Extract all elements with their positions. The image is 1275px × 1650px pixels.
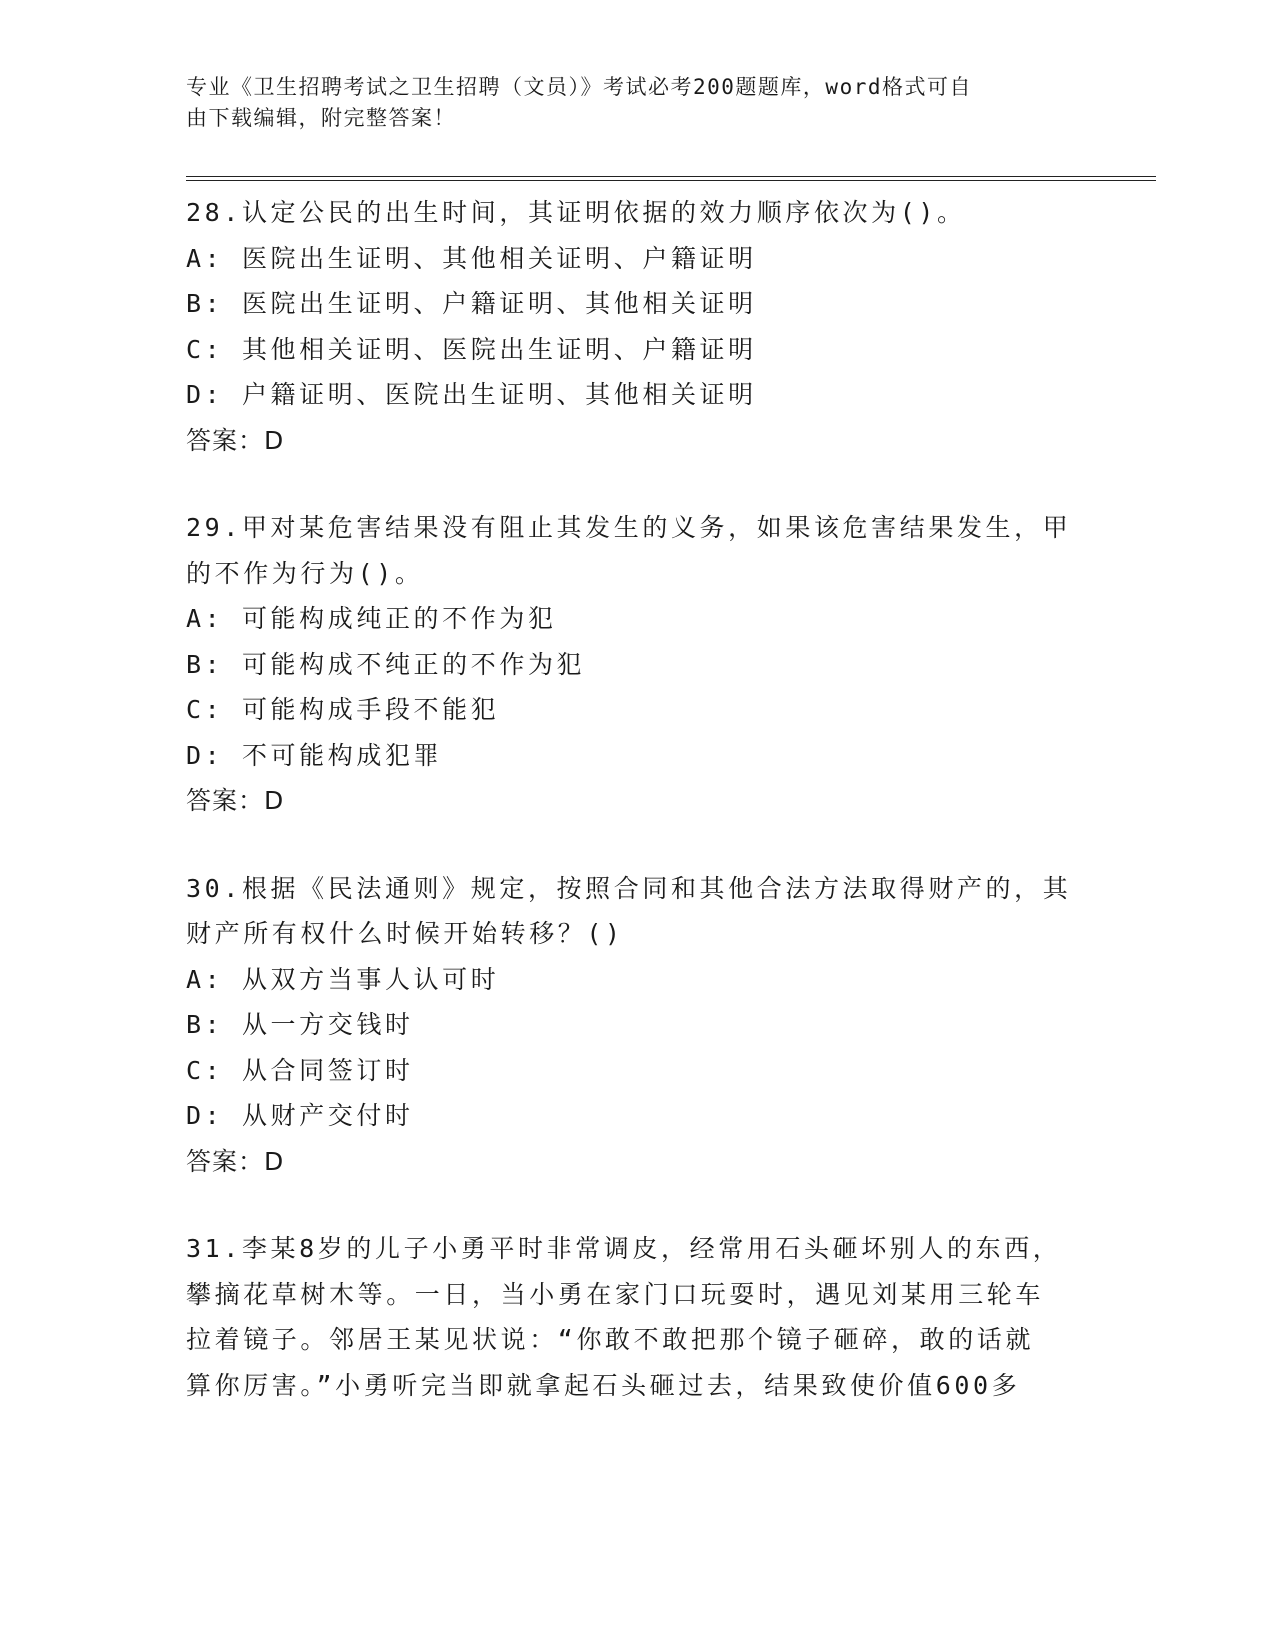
question-29 <box>186 505 1086 824</box>
header-divider <box>186 176 1156 181</box>
option-c: C: 从合同签订时 <box>186 1055 414 1085</box>
question-text: 拉着镜子。邻居王某见状说：“你敢不敢把那个镜子砸碎，敢的话就 <box>186 1325 1035 1354</box>
option-b: B: 可能构成不纯正的不作为犯 <box>186 649 586 679</box>
question-text: 29.甲对某危害结果没有阻止其发生的义务，如果该危害结果发生，甲 <box>186 513 1072 542</box>
option-a: A: 可能构成纯正的不作为犯 <box>186 604 557 633</box>
question-text: 31.李某8岁的儿子小勇平时非常调皮，经常用石头砸坏别人的东西， <box>186 1234 1062 1263</box>
question-31 <box>186 1226 1086 1408</box>
header-line-2: 由下载编辑，附完整答案！ <box>186 106 456 130</box>
option-d: D: 从财产交付时 <box>186 1101 414 1130</box>
question-list <box>186 190 1086 1450</box>
option-a: A: 医院出生证明、其他相关证明、户籍证明 <box>186 243 757 273</box>
document-header <box>186 72 1066 134</box>
question-text: 的不作为行为()。 <box>186 558 424 588</box>
answer: 答案：D <box>186 786 285 815</box>
answer: 答案：D <box>186 425 285 455</box>
question-text: 算你厉害。”小勇听完当即就拿起石头砸过去，结果致使价值600多 <box>186 1370 1021 1400</box>
question-text: 30.根据《民法通则》规定，按照合同和其他合法方法取得财产的，其 <box>186 873 1072 903</box>
option-d: D: 户籍证明、医院出生证明、其他相关证明 <box>186 380 757 409</box>
option-b: B: 医院出生证明、户籍证明、其他相关证明 <box>186 289 757 318</box>
answer: 答案：D <box>186 1146 285 1176</box>
header-line-1: 专业《卫生招聘考试之卫生招聘（文员）》考试必考200题题库，word格式可自 <box>186 75 972 99</box>
option-d: D: 不可能构成犯罪 <box>186 740 443 770</box>
question-text: 28.认定公民的出生时间，其证明依据的效力顺序依次为()。 <box>186 198 966 227</box>
question-text: 财产所有权什么时候开始转移？() <box>186 919 624 948</box>
question-30 <box>186 866 1086 1185</box>
option-c: C: 其他相关证明、医院出生证明、户籍证明 <box>186 334 757 364</box>
option-c: C: 可能构成手段不能犯 <box>186 695 500 724</box>
option-a: A: 从双方当事人认可时 <box>186 964 500 994</box>
option-b: B: 从一方交钱时 <box>186 1010 414 1039</box>
question-text: 攀摘花草树木等。一日，当小勇在家门口玩耍时，遇见刘某用三轮车 <box>186 1279 1045 1309</box>
question-28 <box>186 190 1086 463</box>
